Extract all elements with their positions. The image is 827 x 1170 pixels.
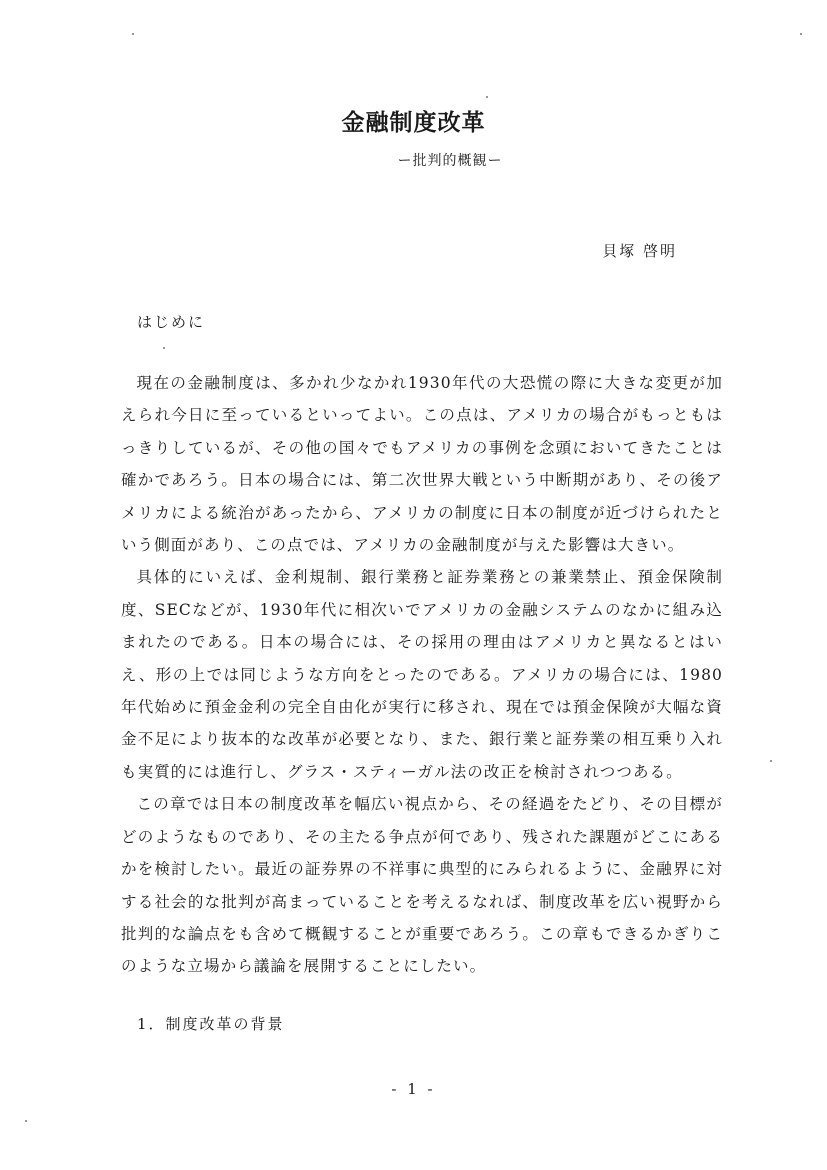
scan-speck — [800, 33, 802, 35]
document-title: 金融制度改革 — [341, 109, 486, 136]
paragraph: この章では日本の制度改革を幅広い視点から、その経過をたどり、その目標がどのようなものであり、その主たる争点が何であり、残された課題がどこにあるかを検討したい。最近の証券界の不祥事に典型的にみられるように、金融界に対する社会的な批判が高まっていることを考えるなれば、制度改革を広い視野から批判的な論点をも含めて概観することが重要であろう。この章もできるかぎりこのような立場から議論を展開することにしたい。 — [121, 795, 723, 976]
scan-speck — [486, 96, 488, 98]
scan-speck — [132, 33, 134, 35]
page-number: - 1 - — [391, 1080, 436, 1098]
scan-speck — [770, 760, 772, 762]
scan-speck — [25, 1120, 27, 1122]
paragraph: 具体的にいえば、金利規制、銀行業務と証券業務との兼業禁止、預金保険制度、SECなどが、1930年代に相次いでアメリカの金融システムのなかに組み込まれたのである。日本の場合には、その採用の理由はアメリカと異なるとはいえ、形の上では同じような方向をとったのである。アメリカの場合には、1980年代始めに預金金利の完全自由化が実行に移され、現在では預金保険が大幅な資金不足により抜本的な改革が必要となり、また、銀行業と証券業の相互乗り入れも実質的には進行し、グラス・スティーガル法の改正を検討されつつある。 — [121, 568, 723, 781]
paragraph: 現在の金融制度は、多かれ少なかれ1930年代の大恐慌の際に大きな変更が加えられ今日に至っているといってよい。この点は、アメリカの場合がもっともはっきりしているが、その他の国々でもアメリカの事例を念頭においてきたことは確かであろう。日本の場合には、第二次世界大戦という中断期があり、その後アメリカによる統治があったから、アメリカの制度に日本の制度が近づけられたという側面があり、この点では、アメリカの金融制度が与えた影響は大きい。 — [121, 374, 723, 555]
section-heading-introduction: はじめに — [137, 313, 206, 331]
section-heading-background: 1．制度改革の背景 — [137, 1015, 285, 1033]
introduction-body — [121, 367, 723, 983]
author-name: 貝塚 啓明 — [602, 242, 677, 260]
scan-speck — [163, 347, 165, 349]
document-subtitle: ー批判的概観ー — [397, 153, 503, 169]
